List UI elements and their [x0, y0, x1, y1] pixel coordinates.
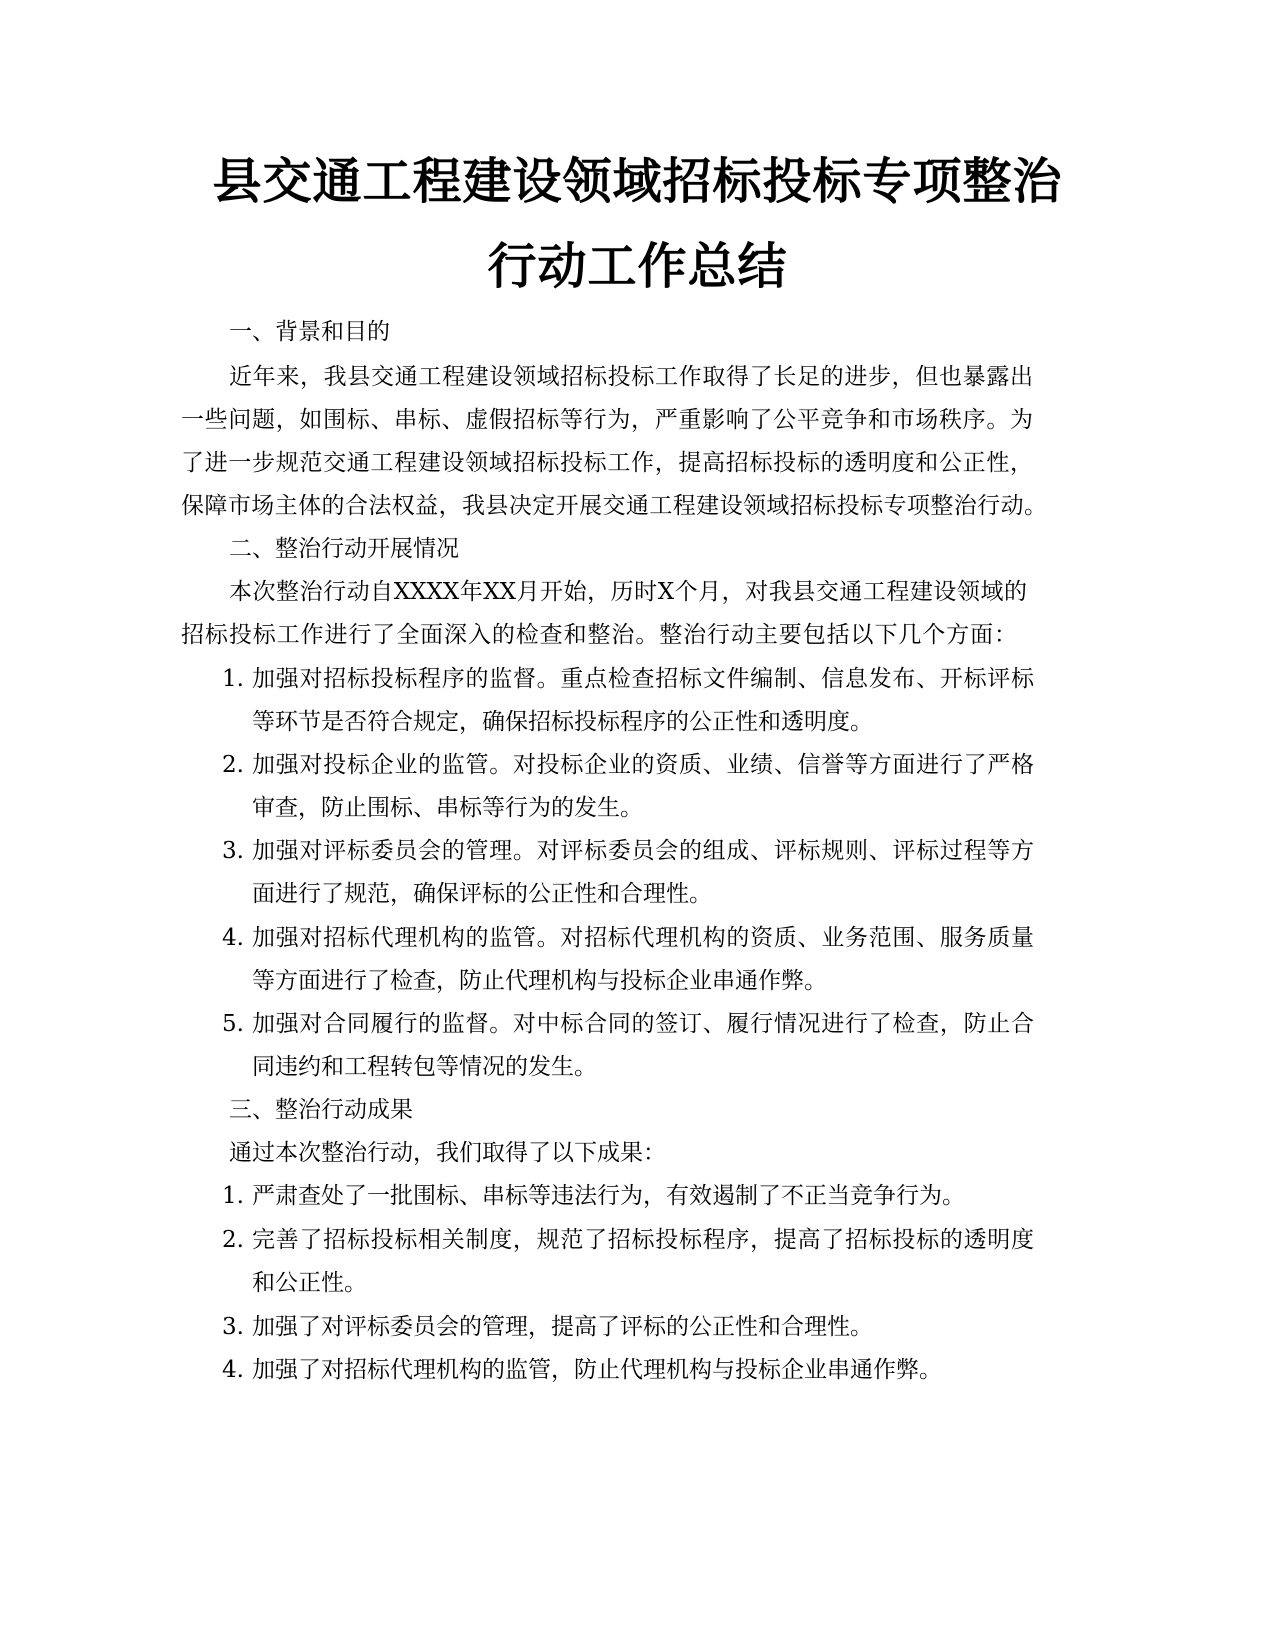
paragraph-line: 本次整治行动自XXXX年XX月开始，历时X个月，对我县交通工程建设领域的 [229, 579, 1027, 605]
list-number: 3. [222, 838, 244, 864]
list-item-line: 加强对招标投标程序的监督。重点检查招标文件编制、信息发布、开标评标 [252, 666, 1034, 692]
list-item-line: 加强了对评标委员会的管理，提高了评标的公正性和合理性。 [252, 1314, 873, 1340]
paragraph-line: 招标投标工作进行了全面深入的检查和整治。整治行动主要包括以下几个方面： [181, 622, 1017, 648]
list-number: 1. [222, 666, 244, 692]
list-number: 4. [222, 1357, 244, 1383]
paragraph-line: 了进一步规范交通工程建设领域招标投标工作，提高招标投标的透明度和公正性， [181, 450, 1033, 476]
list-number: 1. [222, 1183, 244, 1209]
list-item-line: 加强了对招标代理机构的监管，防止代理机构与投标企业串通作弊。 [252, 1357, 942, 1383]
list-item-line: 和公正性。 [252, 1270, 367, 1296]
list-item-line: 加强对投标企业的监管。对投标企业的资质、业绩、信誉等方面进行了严格 [252, 752, 1034, 778]
list-item-line: 审查，防止围标、串标等行为的发生。 [252, 795, 643, 821]
list-item-line: 面进行了规范，确保评标的公正性和合理性。 [252, 881, 712, 907]
list-item-line: 严肃查处了一批围标、串标等违法行为，有效遏制了不正当竞争行为。 [252, 1183, 965, 1209]
list-item-line: 加强对评标委员会的管理。对评标委员会的组成、评标规则、评标过程等方 [252, 838, 1034, 864]
paragraph-line: 近年来，我县交通工程建设领域招标投标工作取得了长足的进步，但也暴露出 [229, 364, 1033, 390]
list-item-line: 完善了招标投标相关制度，规范了招标投标程序，提高了招标投标的透明度 [252, 1227, 1034, 1253]
section-heading-results: 三、整治行动成果 [229, 1097, 413, 1123]
document-title-line-1: 县交通工程建设领域招标投标专项整治 [212, 153, 1063, 210]
list-number: 2. [222, 1227, 244, 1253]
list-item-line: 等方面进行了检查，防止代理机构与投标企业串通作弊。 [252, 968, 827, 994]
document-title-line-2: 行动工作总结 [487, 238, 788, 295]
paragraph-line: 一些问题，如围标、串标、虚假招标等行为，严重影响了公平竞争和市场秩序。为 [181, 407, 1033, 433]
list-number: 2. [222, 752, 244, 778]
list-number: 5. [222, 1011, 244, 1037]
section-heading-background: 一、背景和目的 [229, 319, 390, 345]
list-item-line: 加强对合同履行的监督。对中标合同的签订、履行情况进行了检查，防止合 [252, 1011, 1034, 1037]
section-heading-progress: 二、整治行动开展情况 [229, 536, 459, 562]
paragraph-line: 通过本次整治行动，我们取得了以下成果： [229, 1140, 666, 1166]
list-number: 4. [222, 925, 244, 951]
paragraph-line: 保障市场主体的合法权益，我县决定开展交通工程建设领域招标投标专项整治行动。 [181, 493, 1047, 519]
list-number: 3. [222, 1314, 244, 1340]
list-item-line: 加强对招标代理机构的监管。对招标代理机构的资质、业务范围、服务质量 [252, 925, 1034, 951]
list-item-line: 同违约和工程转包等情况的发生。 [252, 1054, 597, 1080]
list-item-line: 等环节是否符合规定，确保招标投标程序的公正性和透明度。 [252, 709, 873, 735]
